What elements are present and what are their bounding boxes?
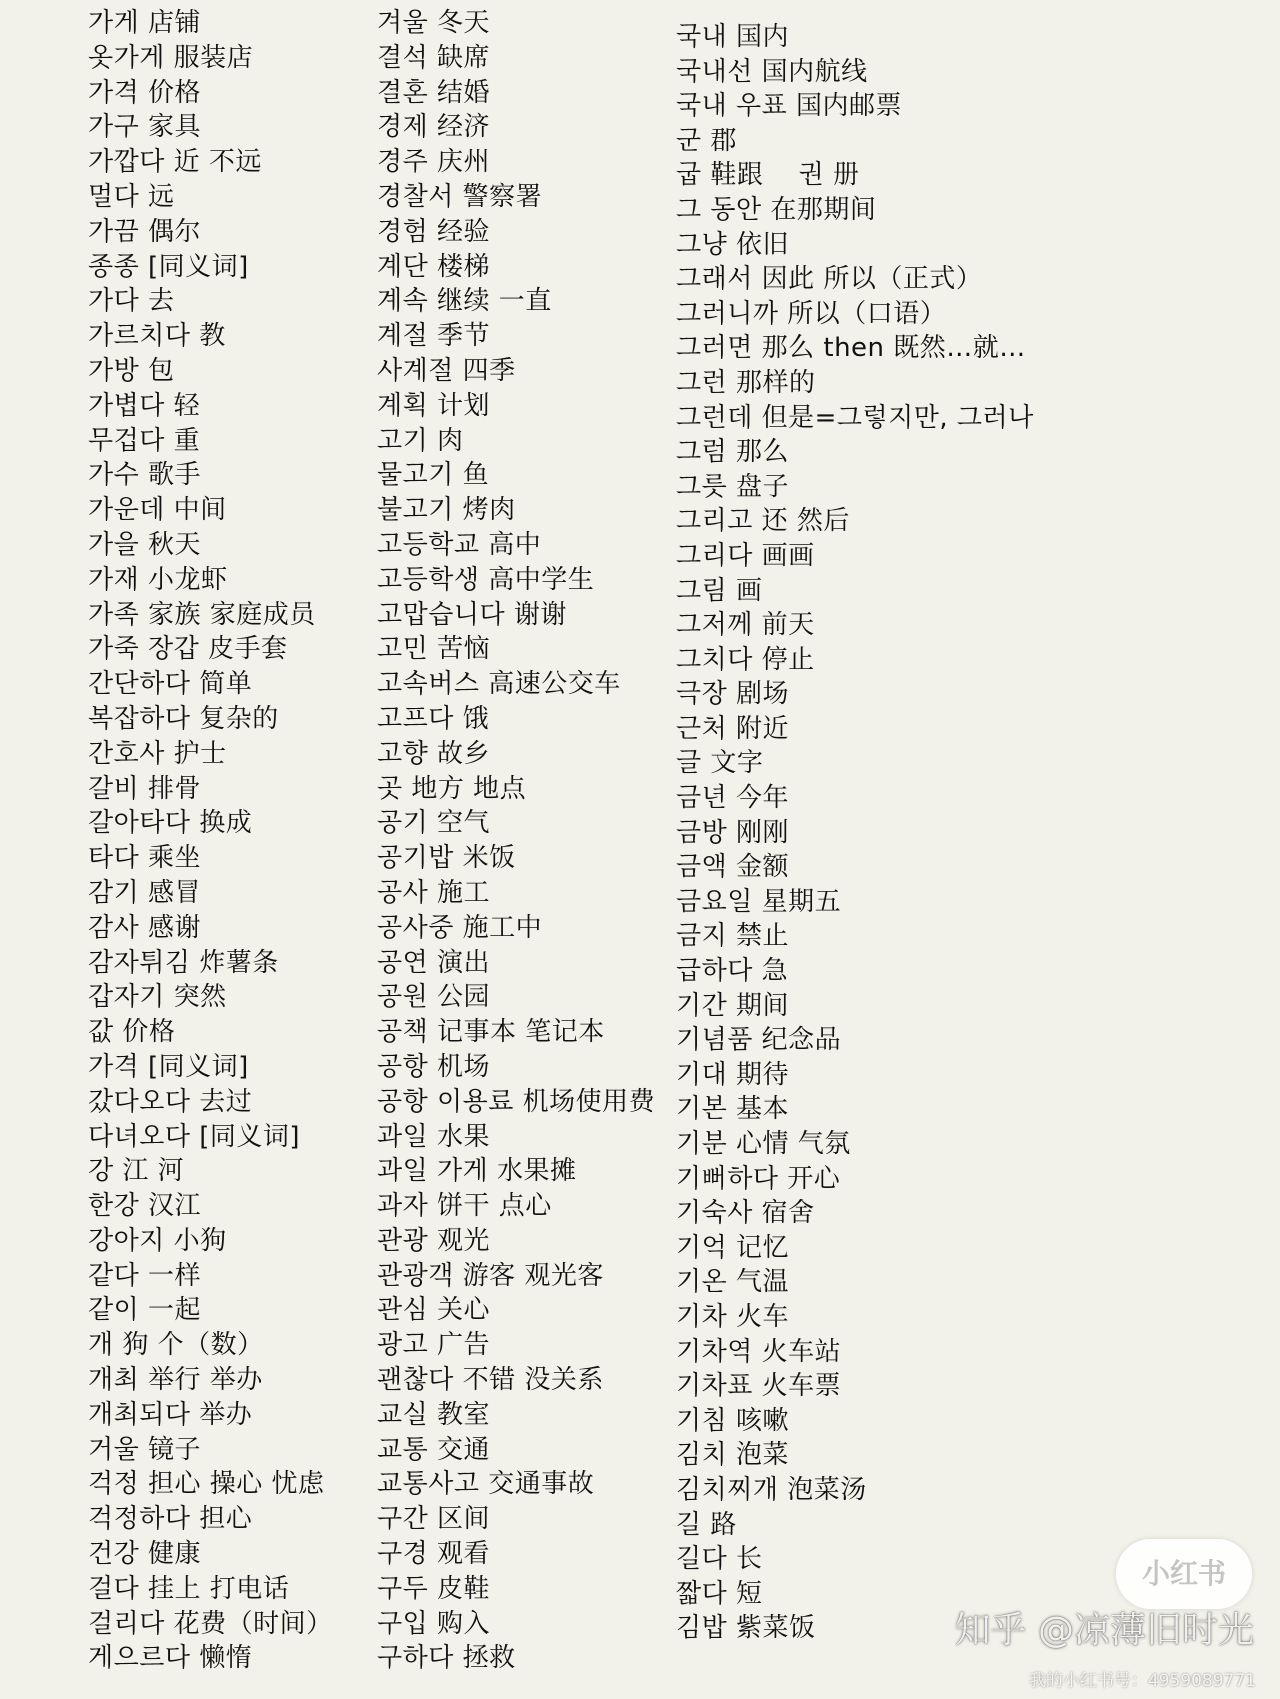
vocab-entry: 기숙사 宿舍: [676, 1198, 815, 1229]
vocab-entry: 국내 国内: [676, 22, 789, 52]
vocab-entry: 관심 关心: [377, 1295, 490, 1326]
vocab-entry: 경찰서 警察署: [377, 181, 543, 212]
vocab-entry: 같이 一起: [88, 1295, 201, 1326]
vocab-entry: 기침 咳嗽: [676, 1405, 789, 1436]
vocab-entry: 강 江 河: [88, 1156, 185, 1187]
word-list-column-3: [676, 20, 1056, 1646]
vocab-entry: 가다 去: [88, 286, 175, 317]
vocab-entry: 가수 歌手: [88, 460, 201, 491]
vocab-entry: 공연 演出: [377, 947, 490, 978]
vocab-entry: 간단하다 简单: [88, 669, 253, 700]
vocab-entry: 김치 泡菜: [676, 1440, 789, 1471]
vocab-entry: 기간 期间: [676, 990, 789, 1021]
vocab-entry: 기본 基本: [676, 1094, 789, 1125]
vocab-entry: 근처 附近: [676, 713, 789, 744]
vocab-entry: 그런데 但是=그렇지만, 그러나: [676, 402, 1034, 433]
vocab-entry: 가죽 장갑 皮手套: [88, 634, 288, 665]
vocab-entry: 가게 店铺: [88, 8, 201, 38]
vocab-entry: 그림 画: [676, 575, 763, 606]
vocab-entry: 갈비 排骨: [88, 773, 201, 804]
vocab-entry: 구입 购入: [377, 1608, 490, 1639]
vocab-entry: 구두 皮鞋: [377, 1573, 490, 1604]
vocab-entry: 구경 观看: [377, 1539, 490, 1570]
vocab-entry: 극장 剧场: [676, 679, 789, 710]
vocab-entry: 갑자기 突然: [88, 982, 227, 1013]
vocab-entry: 걸다 挂上 打电话: [88, 1573, 290, 1604]
vocab-entry: 게으르다 懒惰: [88, 1643, 253, 1674]
vocab-entry: 감자튀김 炸薯条: [88, 947, 279, 978]
vocab-entry: 짧다 短: [676, 1578, 763, 1609]
vocab-entry: 기뻐하다 开心: [676, 1163, 841, 1194]
vocab-entry: 금방 刚刚: [676, 817, 789, 848]
vocab-entry: 한강 汉江: [88, 1191, 201, 1222]
vocab-entry: 기분 心情 气氛: [676, 1129, 851, 1159]
vocab-entry: 관광 观光: [377, 1225, 490, 1256]
vocab-entry: 과일 가게 水果摊: [377, 1156, 577, 1187]
vocab-entry: 그럼 那么: [676, 437, 789, 468]
vocab-entry: 가볍다 轻: [88, 390, 201, 421]
vocab-entry: 갔다오다 去过: [88, 1086, 253, 1117]
vocab-entry: 개최 举行 举办: [88, 1365, 263, 1396]
vocab-entry: 계절 季节: [377, 321, 490, 352]
vocab-entry: 기온 气温: [676, 1267, 789, 1298]
vocab-entry: 멀다 远: [88, 181, 175, 212]
vocab-entry: 금년 今年: [676, 783, 789, 814]
vocab-entry: 감기 感冒: [88, 877, 201, 908]
vocab-entry: 갈아타다 换成: [88, 808, 253, 839]
vocab-entry: 공기밥 米饭: [377, 843, 516, 874]
vocab-entry: 걸리다 花费（时间）: [88, 1608, 333, 1639]
vocab-entry: 감사 感谢: [88, 912, 201, 943]
vocab-entry: 과자 饼干 点心: [377, 1191, 552, 1222]
vocab-entry: 그냥 依旧: [676, 229, 789, 260]
vocab-entry: 고민 苦恼: [377, 634, 490, 665]
vocab-entry: 기념품 纪念品: [676, 1025, 842, 1056]
vocab-entry: 불고기 烤肉: [377, 495, 516, 526]
vocab-entry: 기대 期待: [676, 1059, 789, 1090]
vocab-entry: 걱정 担心 操心 忧虑: [88, 1469, 325, 1500]
vocab-entry: 고기 肉: [377, 425, 464, 456]
vocab-entry: 굽 鞋跟 권 册: [676, 160, 860, 191]
vocab-entry: 경주 庆州: [377, 147, 490, 178]
vocab-entry: 같다 一样: [88, 1260, 201, 1291]
vocab-entry: 그러면 那么 then 既然…就…: [676, 333, 1026, 364]
account-footnote: 我的小红书号：4959089771: [1028, 1671, 1256, 1691]
vocab-entry: 글 文字: [676, 748, 764, 779]
vocab-entry: 김치찌개 泡菜汤: [676, 1474, 867, 1505]
vocab-entry: 그치다 停止: [676, 644, 815, 675]
vocab-entry: 공원 公园: [377, 982, 490, 1013]
vocab-entry: 그러니까 所以（口语）: [676, 298, 947, 329]
xiaohongshu-logo: 小红书: [1116, 1539, 1252, 1609]
vocab-entry: 급하다 急: [676, 956, 789, 987]
vocab-entry: 공기 空气: [377, 808, 490, 839]
vocab-entry: 고맙습니다 谢谢: [377, 599, 567, 630]
vocab-entry: 기억 记忆: [676, 1232, 789, 1263]
vocab-entry: 공사 施工: [377, 877, 490, 908]
vocab-entry: 교실 教室: [377, 1399, 490, 1430]
vocab-entry: 군 郡: [676, 125, 737, 156]
vocab-entry: 국내선 国内航线: [676, 56, 868, 87]
vocab-entry: 개 狗 个（数）: [88, 1330, 264, 1361]
vocab-entry: 그리다 画画: [676, 540, 815, 571]
vocab-entry: 가족 家族 家庭成员: [88, 599, 316, 630]
vocab-entry: 괜찮다 不错 没关系: [377, 1365, 604, 1396]
vocab-entry: 타다 乘坐: [88, 843, 201, 874]
vocab-entry: 그 동안 在那期间: [676, 194, 877, 225]
vocab-entry: 고프다 饿: [377, 703, 490, 734]
vocab-entry: 복잡하다 复杂的: [88, 703, 279, 734]
vocab-entry: 공책 记事本 笔记本: [377, 1017, 605, 1048]
zhihu-watermark: 知乎 @凉薄旧时光: [954, 1610, 1254, 1651]
vocab-entry: 국내 우표 国内邮票: [676, 91, 902, 122]
vocab-entry: 강아지 小狗: [88, 1225, 227, 1256]
vocab-entry: 구하다 拯救: [377, 1643, 516, 1674]
vocab-entry: 가재 小龙虾: [88, 564, 228, 595]
vocab-entry: 결혼 结婚: [377, 77, 490, 108]
vocab-entry: 경험 经验: [377, 216, 490, 247]
vocab-entry: 물고기 鱼: [377, 460, 490, 491]
vocab-entry: 고등학생 高中学生: [377, 564, 595, 595]
vocab-entry: 간호사 护士: [88, 738, 227, 769]
vocab-entry: 사계절 四季: [377, 355, 516, 386]
vocab-entry: 김밥 紫菜饭: [676, 1613, 816, 1644]
word-list-column-1: [88, 6, 363, 1676]
vocab-entry: 그저께 前天: [676, 610, 815, 641]
vocab-entry: 건강 健康: [88, 1539, 201, 1570]
vocab-entry: 고향 故乡: [377, 738, 490, 769]
vocab-entry: 금액 金额: [676, 852, 789, 883]
vocab-entry: 교통사고 交通事故: [377, 1469, 595, 1500]
vocab-entry: 기차 火车: [676, 1301, 789, 1332]
vocab-entry: 곳 地方 地点: [377, 773, 527, 804]
vocab-entry: 결석 缺席: [377, 42, 490, 73]
vocab-entry: 공항 机场: [377, 1051, 490, 1082]
vocab-entry: 길 路: [676, 1509, 737, 1540]
vocab-entry: 금요일 星期五: [676, 886, 842, 917]
vocab-entry: 교통 交通: [377, 1434, 490, 1465]
vocab-entry: 고속버스 高速公交车: [377, 669, 621, 700]
vocab-entry: 가격 价格: [88, 77, 201, 108]
vocab-entry: 가구 家具: [88, 112, 201, 143]
vocab-entry: 길다 长: [676, 1544, 763, 1575]
vocab-entry: 그리고 还 然后: [676, 506, 850, 537]
vocab-entry: 과일 水果: [377, 1121, 490, 1152]
vocab-entry: 가을 秋天: [88, 529, 201, 560]
vocab-entry: 가운데 中间: [88, 495, 227, 526]
vocab-entry: 고등학교 高中: [377, 529, 542, 560]
vocab-entry: 종종 [同义词]: [88, 251, 249, 282]
vocab-entry: 개최되다 举办: [88, 1399, 253, 1430]
vocab-entry: 기차역 火车站: [676, 1336, 842, 1367]
vocab-entry: 기차표 火车票: [676, 1371, 842, 1402]
vocab-entry: 겨울 冬天: [377, 8, 490, 38]
vocab-entry: 공항 이용료 机场使用费: [377, 1086, 656, 1117]
vocab-entry: 계획 计划: [377, 390, 490, 421]
vocab-entry: 옷가게 服装店: [88, 42, 254, 73]
vocab-entry: 가방 包: [88, 355, 175, 386]
vocab-entry: 값 价格: [88, 1017, 176, 1048]
vocab-entry: 계속 继续 一直: [377, 286, 552, 317]
vocab-entry: 그런 那样的: [676, 367, 816, 398]
vocab-entry: 구간 区间: [377, 1504, 490, 1535]
vocab-entry: 광고 广告: [377, 1330, 490, 1361]
vocab-entry: 그래서 因此 所以（正式）: [676, 264, 983, 295]
vocab-entry: 가격 [同义词]: [88, 1051, 249, 1082]
vocab-entry: 계단 楼梯: [377, 251, 490, 282]
word-list-column-2: [377, 6, 667, 1676]
vocab-entry: 경제 经济: [377, 112, 490, 143]
vocab-entry: 공사중 施工中: [377, 912, 543, 943]
vocab-entry: 가끔 偶尔: [88, 216, 201, 247]
vocab-entry: 가깝다 近 不远: [88, 147, 262, 178]
vocab-entry: 금지 禁止: [676, 921, 789, 952]
vocab-entry: 거울 镜子: [88, 1434, 201, 1465]
vocab-entry: 다녀오다 [同义词]: [88, 1121, 301, 1152]
vocab-entry: 가르치다 教: [88, 321, 226, 352]
vocab-entry: 관광객 游客 观光客: [377, 1260, 604, 1291]
vocab-entry: 무겁다 重: [88, 425, 201, 456]
vocab-entry: 걱정하다 担心: [88, 1504, 253, 1535]
vocab-entry: 그릇 盘子: [676, 471, 789, 502]
